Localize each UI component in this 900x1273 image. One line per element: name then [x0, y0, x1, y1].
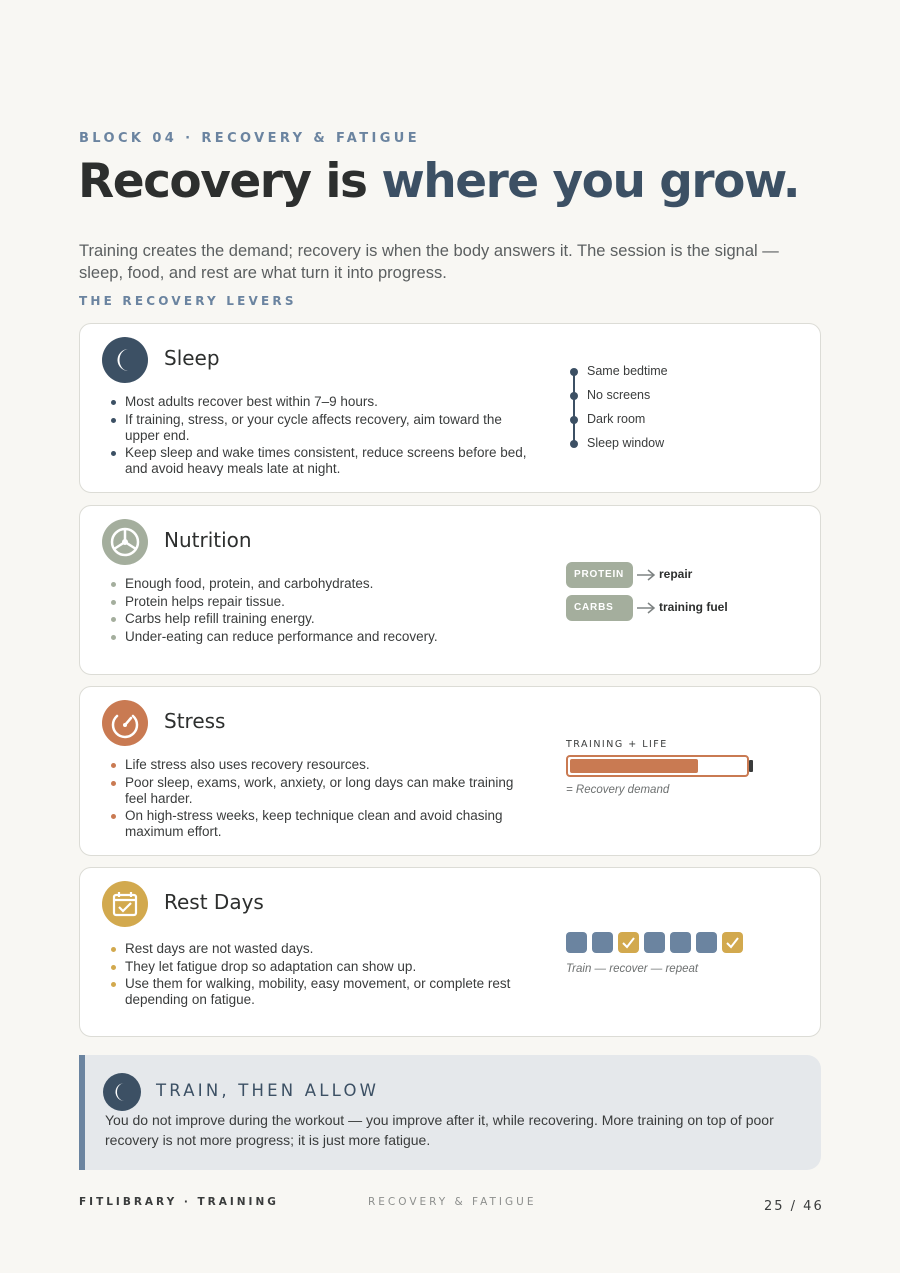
callout-box [79, 1055, 821, 1170]
meter-fill [570, 759, 698, 773]
nutrient-pair [566, 562, 796, 588]
list-item: They let fatigue drop so adaptation can show up. [108, 959, 528, 975]
week-schedule [566, 932, 766, 954]
callout-text: You do not improve during the workout — you improve after it, while recovering. More training on top of poor recovery is not more progress; it is just more fatigue. [105, 1112, 774, 1148]
callout-title: TRAIN, THEN ALLOW [156, 1081, 380, 1100]
week-note: Train — recover — repeat [566, 963, 699, 975]
timeline-label: Dark room [587, 412, 646, 426]
page-title [78, 154, 838, 209]
check-icon [618, 932, 639, 953]
arrow-right-icon [636, 600, 656, 616]
training-day-square [592, 932, 613, 953]
list-item: Carbs help refill training energy. [108, 611, 528, 627]
calendar-check-icon [102, 881, 148, 927]
timeline-line [573, 370, 575, 442]
section-eyebrow: BLOCK 04 · RECOVERY & FATIGUE [79, 131, 421, 146]
bullet-list [108, 576, 528, 646]
nutrient-pill: PROTEIN [566, 562, 633, 588]
moon-icon [103, 1073, 141, 1111]
list-item: Protein helps repair tissue. [108, 594, 528, 610]
check-icon [722, 932, 743, 953]
card-sleep [79, 323, 821, 493]
nutrient-role: repair [659, 567, 693, 581]
title-part-2: where you grow. [381, 154, 800, 209]
page-number: 25 / 46 [764, 1199, 824, 1214]
list-item: Rest days are not wasted days. [108, 941, 528, 957]
training-day-square [696, 932, 717, 953]
card-title: Rest Days [164, 890, 264, 914]
list-item: If training, stress, or your cycle affects recovery, aim toward the upper end. [108, 412, 528, 444]
timeline-dot [570, 368, 578, 376]
timeline-dot [570, 440, 578, 448]
card-title: Sleep [164, 346, 220, 370]
card-nutrition [79, 505, 821, 675]
bullet-list [108, 394, 528, 479]
timeline-label: Sleep window [587, 436, 665, 450]
list-item: Life stress also uses recovery resources. [108, 757, 528, 773]
meter-cap [749, 760, 753, 772]
timeline-dot [570, 416, 578, 424]
meter-note: = Recovery demand [566, 784, 670, 796]
nutrient-pill: CARBS [566, 595, 633, 621]
timeline-label: Same bedtime [587, 364, 668, 378]
list-item: Keep sleep and wake times consistent, reduce screens before bed, and avoid heavy meals late at night. [108, 445, 528, 477]
footer-section: RECOVERY & FATIGUE [368, 1196, 537, 1208]
list-item: Use them for walking, mobility, easy movement, or complete rest depending on fatigue. [108, 976, 528, 1008]
rest-day-square [722, 932, 743, 953]
recovery-demand-meter [566, 755, 749, 777]
title-part-1: Recovery is [78, 154, 382, 209]
training-day-square [566, 932, 587, 953]
nutrient-role: training fuel [659, 600, 728, 614]
card-title: Stress [164, 709, 226, 733]
moon-icon [102, 337, 148, 383]
plate-icon [102, 519, 148, 565]
arrow-right-icon [636, 567, 656, 583]
sleep-routine-timeline [568, 362, 768, 452]
list-item: Poor sleep, exams, work, anxiety, or long days can make training feel harder. [108, 775, 528, 807]
nutrient-pair [566, 595, 796, 621]
bullet-list [108, 757, 528, 842]
list-item: Under-eating can reduce performance and recovery. [108, 629, 528, 645]
training-day-square [670, 932, 691, 953]
gauge-icon [102, 700, 148, 746]
card-rest-days [79, 867, 821, 1037]
list-item: On high-stress weeks, keep technique clean and avoid chasing maximum effort. [108, 808, 528, 840]
list-item: Most adults recover best within 7–9 hours. [108, 394, 528, 410]
rest-day-square [618, 932, 639, 953]
footer-brand: FITLIBRARY · TRAINING [79, 1196, 279, 1208]
training-day-square [644, 932, 665, 953]
bullet-list [108, 941, 528, 1010]
meter-label: TRAINING + LIFE [566, 739, 668, 750]
card-title: Nutrition [164, 528, 252, 552]
timeline-label: No screens [587, 388, 651, 402]
levers-label: THE RECOVERY LEVERS [79, 294, 297, 308]
card-stress [79, 686, 821, 856]
list-item: Enough food, protein, and carbohydrates. [108, 576, 528, 592]
intro-paragraph: Training creates the demand; recovery is when the body answers it. The session is the signal — sleep, food, and rest are what turn it into progress. [79, 242, 779, 282]
timeline-dot [570, 392, 578, 400]
